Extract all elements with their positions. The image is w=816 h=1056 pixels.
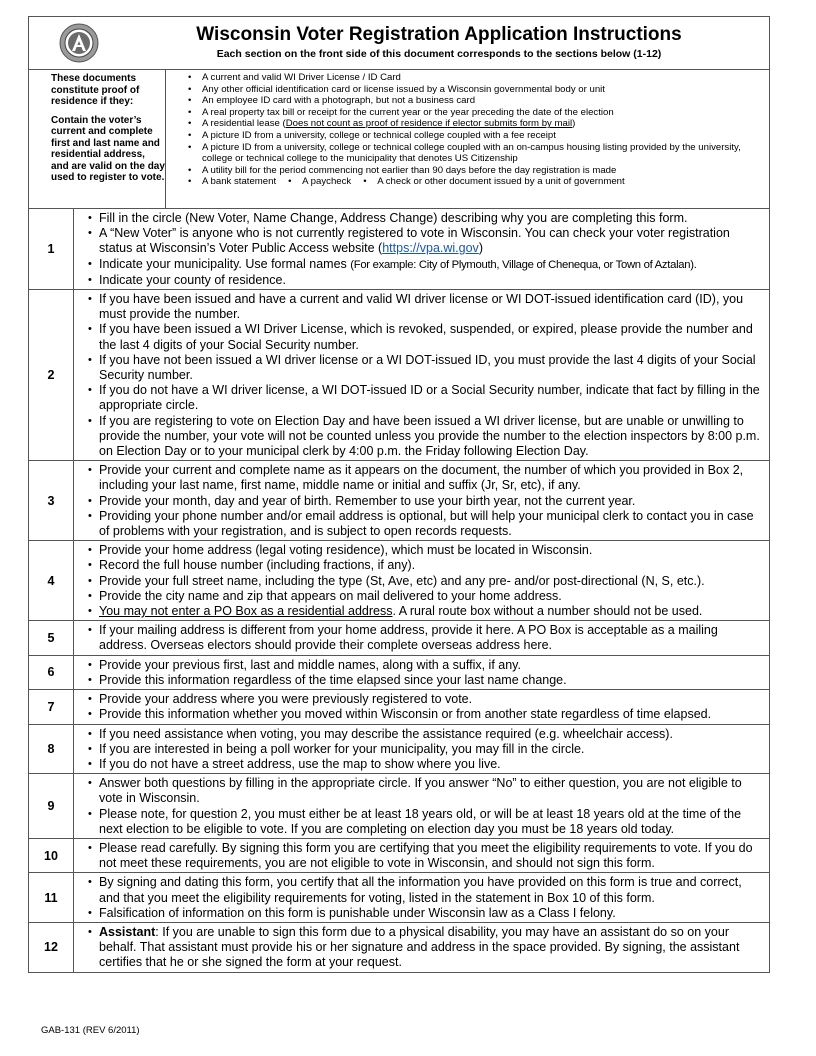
section-body (74, 621, 769, 654)
list-item: • If you do not have a WI driver license, a WI DOT-issued ID or a Social Security number, indicate that fact by filling in the appropriate circle. (88, 383, 765, 413)
section-body (74, 923, 769, 972)
section-number: 1 (29, 209, 74, 289)
section-10 (29, 839, 769, 873)
proof-document-list (165, 70, 769, 208)
section-number: 8 (29, 725, 74, 774)
section-body (74, 690, 769, 723)
list-item: • A “New Voter” is anyone who is not currently registered to vote in Wisconsin. You can check your voter registration status at Wisconsin’s Voter Public Access website (https://vpa.wi.gov) (88, 226, 765, 256)
list-item: • Provide the city name and zip that appears on mail delivered to your home address. (88, 589, 765, 604)
assistant-label: Assistant (99, 924, 156, 939)
list-item: • Indicate your municipality. Use formal names (For example: City of Plymouth, Village of Chenequa, or Town of Aztalan). (88, 257, 765, 273)
section-3 (29, 461, 769, 541)
vpa-website-link[interactable]: https://vpa.wi.gov (382, 241, 479, 256)
list-item: • Provide your address where you were previously registered to vote. (88, 692, 765, 707)
list-item: • If you are interested in being a poll worker for your municipality, you may fill in the circle. (88, 742, 765, 757)
list-item: • A check or other document issued by a unit of government (363, 176, 624, 188)
list-item: • A picture ID from a university, college or technical college coupled with an on-campus housing listing provided by the university, college or technical college to the municipality that denotes US Citizenship (188, 142, 769, 165)
list-item: • Provide this information whether you moved within Wisconsin or from another state regardless of time elapsed. (88, 707, 765, 722)
gab-seal-icon (59, 23, 99, 63)
section-4 (29, 541, 769, 621)
section-body (74, 656, 769, 689)
section-11 (29, 873, 769, 923)
list-item: • If you are registering to vote on Election Day and have been issued a WI driver license, but are unable or unwilling to provide the number, your vote will not be counted unless you provide the number to the election inspectors by 8:00 p.m. on Election Day or to your municipal clerk by 4:00 p.m. the Friday following Election Day. (88, 414, 765, 460)
section-7 (29, 690, 769, 724)
list-item: • By signing and dating this form, you certify that all the information you have provided on this form is true and correct, and that you meet the eligibility requirements for voting, listed in the statement in Box 10 of this form. (88, 875, 765, 905)
section-number: 4 (29, 541, 74, 620)
list-item: • Indicate your county of residence. (88, 273, 765, 288)
list-item: • Answer both questions by filling in the appropriate circle. If you answer “No” to either question, you are not eligible to vote in Wisconsin. (88, 776, 765, 806)
section-number: 11 (29, 873, 74, 922)
list-item: • Providing your phone number and/or email address is optional, but will help your municipal clerk to contact you in case of problems with your registration, and is subject to open records requests. (88, 509, 765, 539)
list-item: • An employee ID card with a photograph, but not a business card (188, 95, 769, 107)
list-item: • A current and valid WI Driver License / ID Card (188, 72, 769, 84)
list-item: • Assistant: If you are unable to sign this form due to a physical disability, you may have an assistant do so on your behalf. That assistant must provide his or her signature and address in the space provided. By signing, the assistant certifies that he or she signed the form at your request. (88, 925, 765, 971)
section-number: 5 (29, 621, 74, 654)
list-item: • If you have been issued a WI Driver License, which is revoked, suspended, or expired, please provide the number and the last 4 digits of your Social Security number. (88, 322, 765, 352)
proof-condition: Contain the voter’s current and complete first and last name and residential address, and are valid on the day used to register to vote. (51, 114, 165, 183)
list-item: • Please read carefully. By signing this form you are certifying that you meet the eligibility requirements to vote. If you do not meet these requirements, you are not eligible to vote in Wisconsin, and should not sign this form. (88, 841, 765, 871)
proof-intro: These documents constitute proof of residence if they: (51, 73, 140, 107)
section-number: 2 (29, 290, 74, 460)
list-item: • Provide your home address (legal voting residence), which must be located in Wisconsin. (88, 543, 765, 558)
section-5 (29, 621, 769, 655)
list-item: • A real property tax bill or receipt for the current year or the year preceding the date of the election (188, 107, 769, 119)
list-item: • A utility bill for the period commencing not earlier than 90 days before the day registration is made (188, 165, 769, 177)
section-6 (29, 656, 769, 690)
section-2 (29, 290, 769, 461)
page-subtitle: Each section on the front side of this document corresponds to the sections below (1-12) (216, 48, 662, 60)
section-number: 7 (29, 690, 74, 723)
section-number: 10 (29, 839, 74, 872)
list-item: • Please note, for question 2, you must either be at least 18 years old, or will be at least 18 years old at the time of the next election to be eligible to vote. If you are completing on election day you must be 18 years old today. (88, 807, 765, 837)
page-title: Wisconsin Voter Registration Application Instructions (196, 24, 682, 45)
list-item: • Record the full house number (including fractions, if any). (88, 558, 765, 573)
list-item: • Provide your month, day and year of birth. Remember to use your birth year, not the current year. (88, 494, 765, 509)
list-item: • Provide your current and complete name as it appears on the document, the number of which you provided in Box 2, including your last name, first name, middle name or initial and suffix (Jr, Sr, etc), if any. (88, 463, 765, 493)
section-body (74, 290, 769, 460)
section-body (74, 873, 769, 922)
section-number: 6 (29, 656, 74, 689)
section-body (74, 461, 769, 540)
section-number: 3 (29, 461, 74, 540)
list-item: • You may not enter a PO Box as a residential address. A rural route box without a number should not be used. (88, 604, 765, 619)
list-item: • Provide your full street name, including the type (St, Ave, etc) and any pre- and/or post-directional (N, S, etc.). (88, 574, 765, 589)
list-item: • If you have not been issued a WI driver license or a WI DOT-issued ID, you must provide the last 4 digits of your Social Security number. (88, 353, 765, 383)
lease-note: Does not count as proof of residence if elector submits form by mail (285, 118, 573, 130)
section-body (74, 839, 769, 872)
list-item: • Provide your previous first, last and middle names, along with a suffix, if any. (88, 658, 765, 673)
section-number: 12 (29, 923, 74, 972)
section-1 (29, 209, 769, 290)
proof-of-residence-section (29, 70, 769, 209)
section-body (74, 774, 769, 838)
section-12 (29, 923, 769, 972)
section-8 (29, 725, 769, 775)
list-item: • Falsification of information on this form is punishable under Wisconsin law as a Class I felony. (88, 906, 765, 921)
list-item: • Any other official identification card or license issued by a Wisconsin governmental body or unit (188, 84, 769, 96)
section-9 (29, 774, 769, 839)
po-box-warning: You may not enter a PO Box as a residential address (99, 604, 393, 619)
instructions-frame (28, 16, 770, 973)
section-body (74, 209, 769, 289)
list-item: • Provide this information regardless of the time elapsed since your last name change. (88, 673, 765, 688)
list-item: • If you do not have a street address, use the map to show where you live. (88, 757, 765, 772)
section-number: 9 (29, 774, 74, 838)
form-id: GAB-131 (REV 6/2011) (41, 1025, 140, 1036)
proof-criteria (29, 70, 165, 208)
list-item: • If your mailing address is different from your home address, provide it here. A PO Box is acceptable as a mailing address. Overseas electors should provide their complete overseas address here. (88, 623, 765, 653)
document-header (29, 17, 769, 70)
section-body (74, 541, 769, 620)
list-item: • A residential lease (Does not count as proof of residence if elector submits form by mail) (188, 118, 769, 130)
section-body (74, 725, 769, 774)
list-item: • If you need assistance when voting, you may describe the assistance required (e.g. wheelchair access). (88, 727, 765, 742)
list-item: • A paycheck (288, 176, 351, 188)
list-item: • A bank statement (188, 176, 276, 188)
list-item: • A picture ID from a university, college or technical college coupled with a fee receipt (188, 130, 769, 142)
list-item: • Fill in the circle (New Voter, Name Change, Address Change) describing why you are completing this form. (88, 211, 765, 226)
municipality-example: (For example: City of Plymouth, Village of Chenequa, or Town of Aztalan). (350, 258, 697, 271)
list-item-row (188, 176, 769, 188)
list-item: • If you have been issued and have a current and valid WI driver license or WI DOT-issued identification card (ID), you must provide the number. (88, 292, 765, 322)
